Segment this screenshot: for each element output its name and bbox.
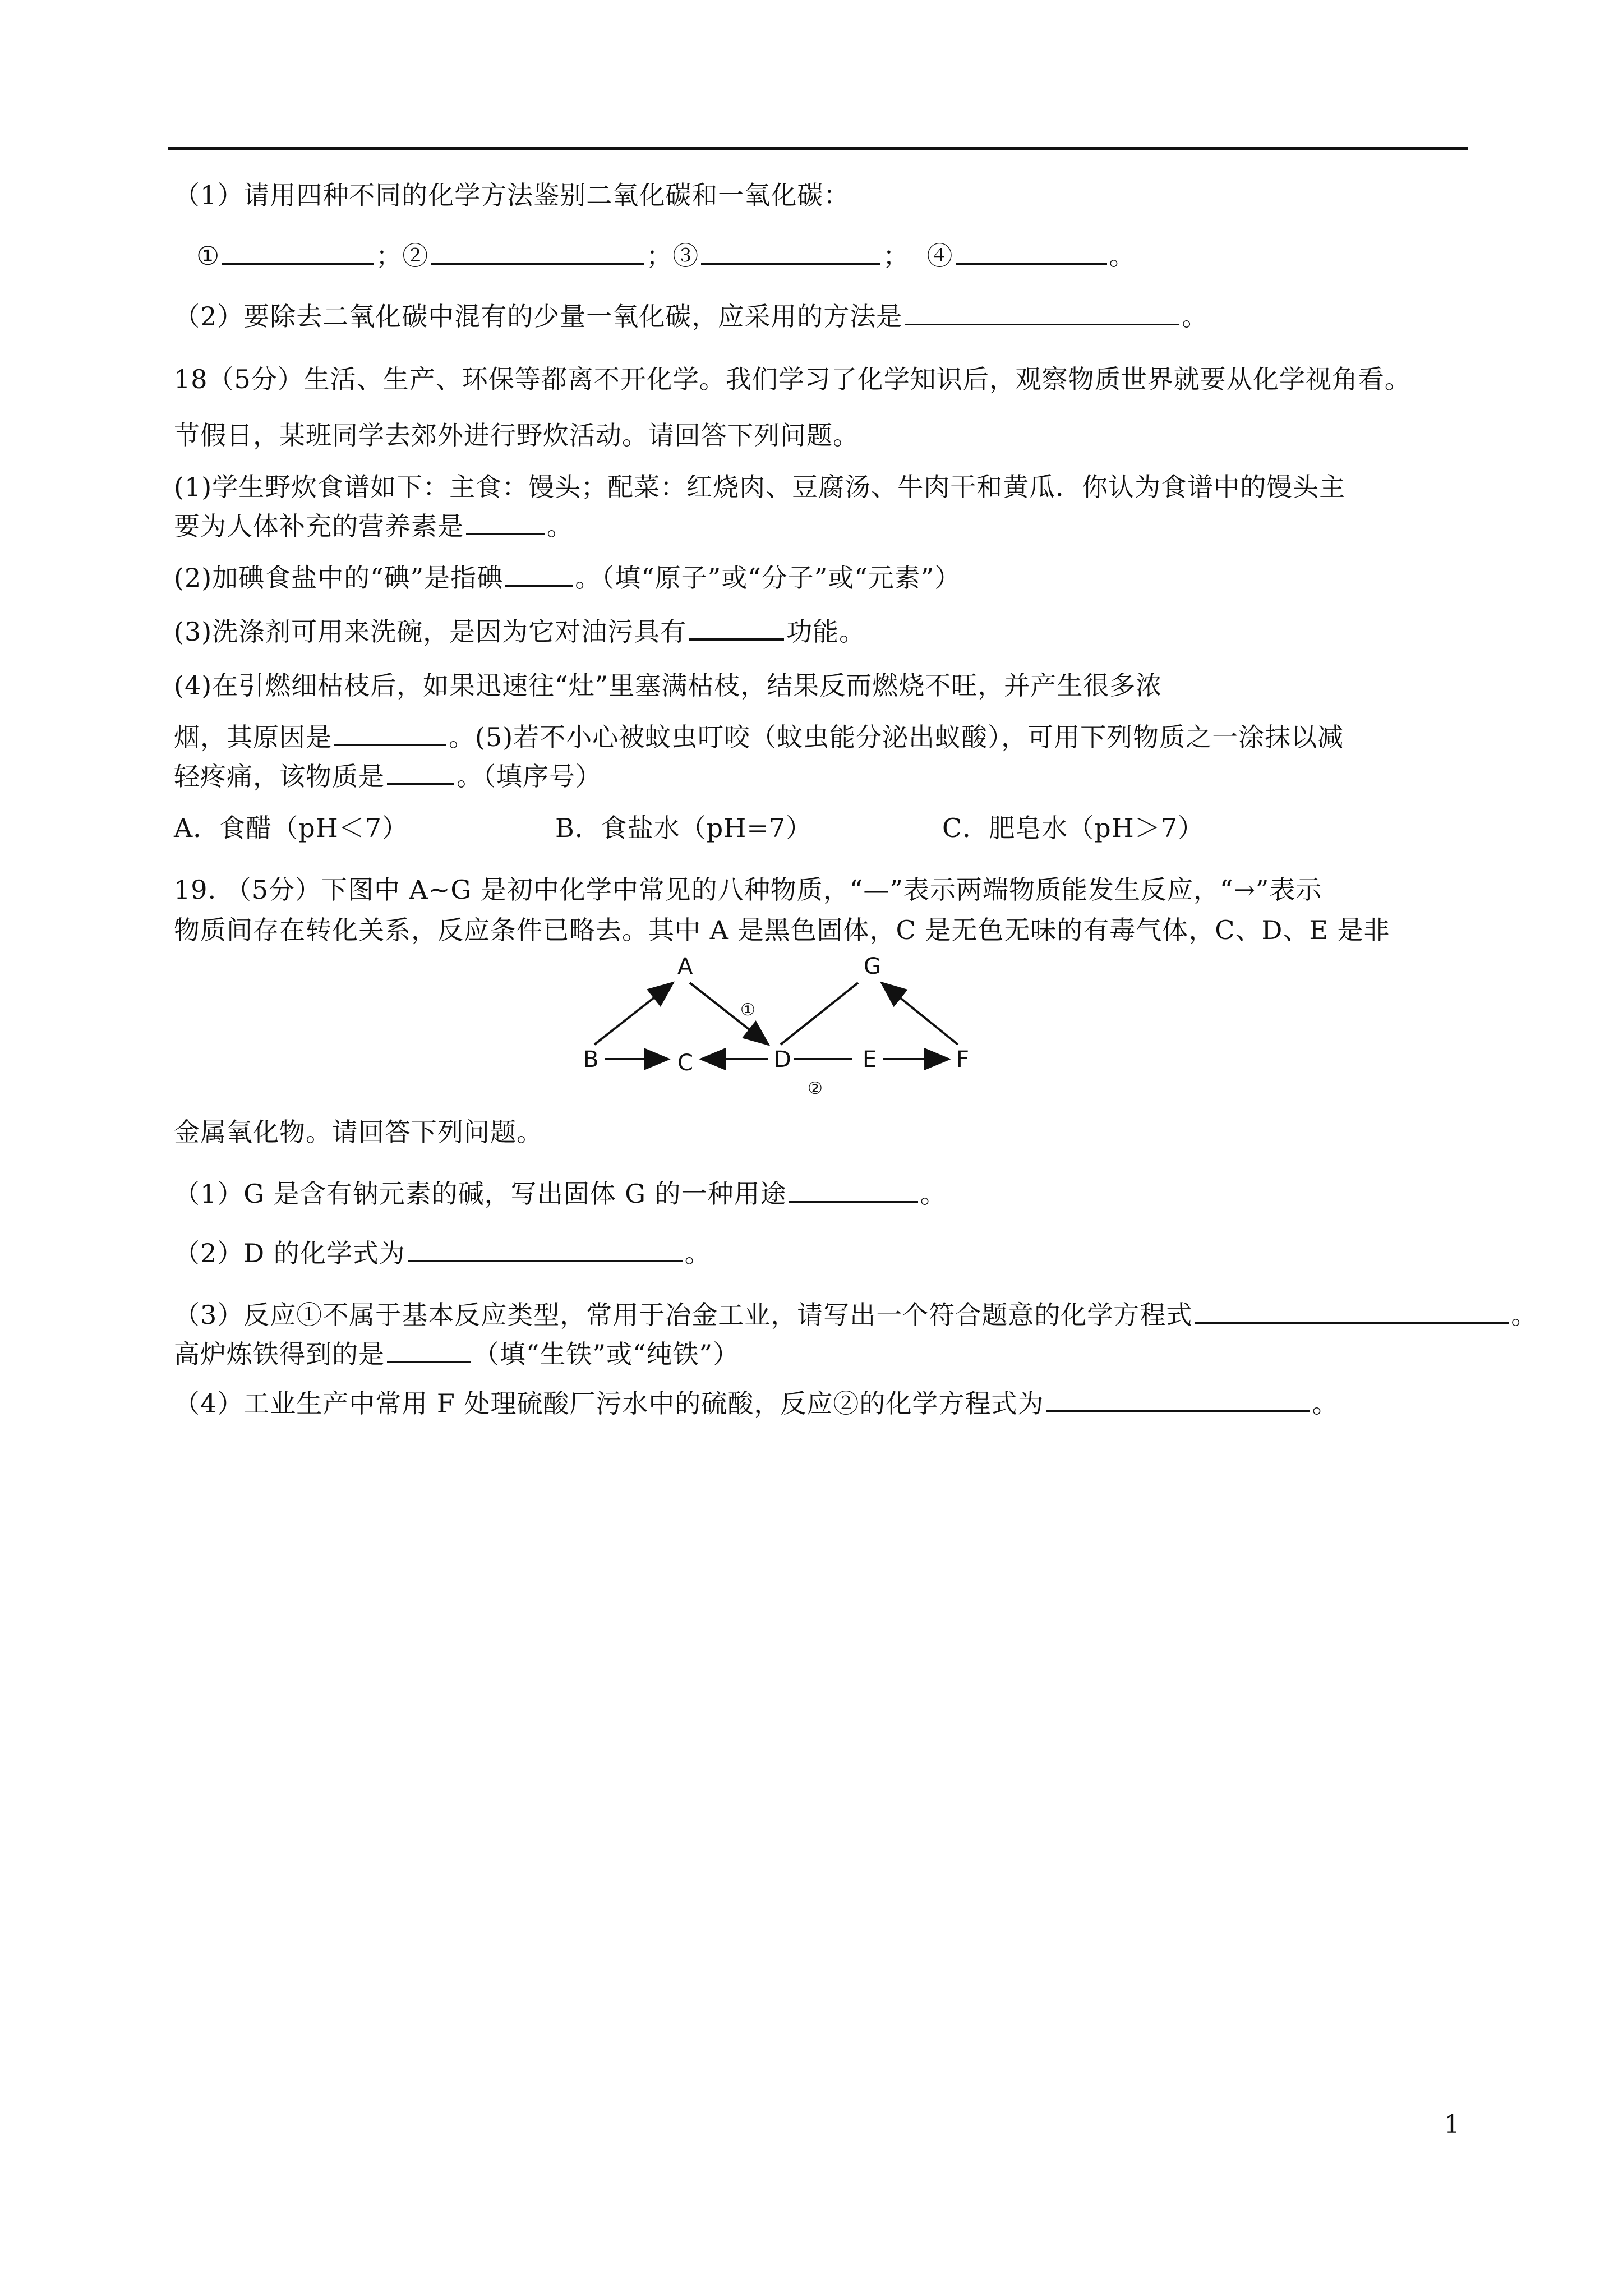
node-b: B (583, 1047, 599, 1073)
answer-blank-substance[interactable] (387, 761, 454, 785)
answer-blank-iodine[interactable] (505, 563, 573, 587)
node-g: G (864, 954, 881, 979)
answer-blank-method[interactable] (905, 301, 1179, 325)
answer-blank-1[interactable] (222, 241, 374, 265)
reaction-1-mark: ① (740, 1000, 755, 1020)
q18-options (174, 812, 1204, 844)
q17-part1: （1）请用四种不同的化学方法鉴别二氧化碳和一氧化碳： (174, 180, 850, 210)
reaction-diagram (572, 948, 998, 1094)
q19-part2: （2）D 的化学式为 。 (174, 1238, 711, 1268)
q18-sub1-line2: 要为人体补充的营养素是 。 (174, 511, 573, 541)
q19-part4: （4）工业生产中常用 F 处理硫酸厂污水中的硫酸，反应②的化学方程式为 。 (174, 1388, 1339, 1419)
q19-part3-line2: 高炉炼铁得到的是 （填“生铁”或“纯铁”） (174, 1339, 740, 1369)
q17-part2: （2）要除去二氧化碳中混有的少量一氧化碳，应采用的方法是 。 (174, 301, 1209, 332)
answer-blank-equation-1[interactable] (1195, 1300, 1509, 1324)
node-f: F (956, 1047, 970, 1073)
node-c: C (677, 1050, 693, 1076)
q18-intro-line2: 节假日，某班同学去郊外进行野炊活动。请回答下列问题。 (174, 420, 859, 450)
answer-blank-3[interactable] (701, 241, 880, 265)
arrow-b-to-a (594, 983, 673, 1045)
q19-intro-line1: 19. （5分）下图中 A~G 是初中化学中常见的八种物质，“—”表示两端物质能发生反应，“→”表示 (174, 875, 1322, 905)
answer-blank-detergent[interactable] (689, 616, 784, 641)
option-c: C．肥皂水（pH＞7） (942, 813, 1205, 843)
q18-sub4-line1: (4)在引燃细枯枝后，如果迅速往“灶”里塞满枯枝，结果反而燃烧不旺，并产生很多浓 (174, 670, 1163, 701)
answer-blank-nutrient[interactable] (466, 511, 545, 535)
option-b: B．食盐水（pH=7） (555, 813, 813, 843)
answer-blank-iron[interactable] (387, 1339, 471, 1363)
answer-blank-equation-2[interactable] (1046, 1388, 1310, 1412)
answer-blank-4[interactable] (956, 241, 1107, 265)
q19-intro-line2: 物质间存在转化关系，反应条件已略去。其中 A 是黑色固体，C 是无色无味的有毒气体，C、D、E 是非 (174, 915, 1390, 945)
page-number: 1 (1444, 2110, 1460, 2139)
answer-blank-reason[interactable] (334, 721, 446, 746)
node-a: A (677, 954, 693, 979)
node-e: E (863, 1047, 877, 1073)
q18-sub3: (3)洗涤剂可用来洗碗，是因为它对油污具有 功能。 (174, 616, 866, 647)
q19-part3-line1: （3）反应①不属于基本反应类型，常用于冶金工业，请写出一个符合题意的化学方程式 。 (174, 1300, 1538, 1330)
arrow-f-to-g (882, 983, 958, 1045)
q18-sub2: (2)加碘食盐中的“碘”是指碘 。（填“原子”或“分子”或“元素”） (174, 563, 961, 593)
q19-part1: （1）G 是含有钠元素的碱，写出固体 G 的一种用途 。 (174, 1179, 947, 1209)
q18-sub5: 轻疼痛，该物质是 。（填序号） (174, 761, 602, 792)
q18-intro-line1: 18（5分）生活、生产、环保等都离不开化学。我们学习了化学知识后，观察物质世界就要从化学视角看。 (174, 364, 1411, 394)
reaction-2-mark: ② (808, 1079, 823, 1094)
arrow-a-to-d (690, 983, 768, 1045)
answer-blank-use[interactable] (789, 1179, 918, 1203)
q18-sub4-line2: 烟，其原因是 。(5)若不小心被蚊虫叮咬（蚊虫能分泌出蚁酸），可用下列物质之一涂抹以减 (174, 722, 1344, 752)
link-d-g (781, 983, 858, 1045)
q19-intro-line3: 金属氧化物。请回答下列问题。 (174, 1117, 543, 1147)
q18-sub1-line1: (1)学生野炊食谱如下：主食：馒头；配菜：红烧肉、豆腐汤、牛肉干和黄瓜．你认为食谱中的馒头主 (174, 472, 1346, 502)
answer-blank-2[interactable] (431, 241, 644, 265)
q17-blanks-row: ① ；② ；③ ； ④ 。 (196, 241, 1136, 271)
node-d: D (774, 1047, 791, 1073)
option-a: A．食醋（pH＜7） (174, 813, 409, 843)
header-rule (168, 147, 1468, 150)
answer-blank-formula[interactable] (408, 1238, 683, 1262)
